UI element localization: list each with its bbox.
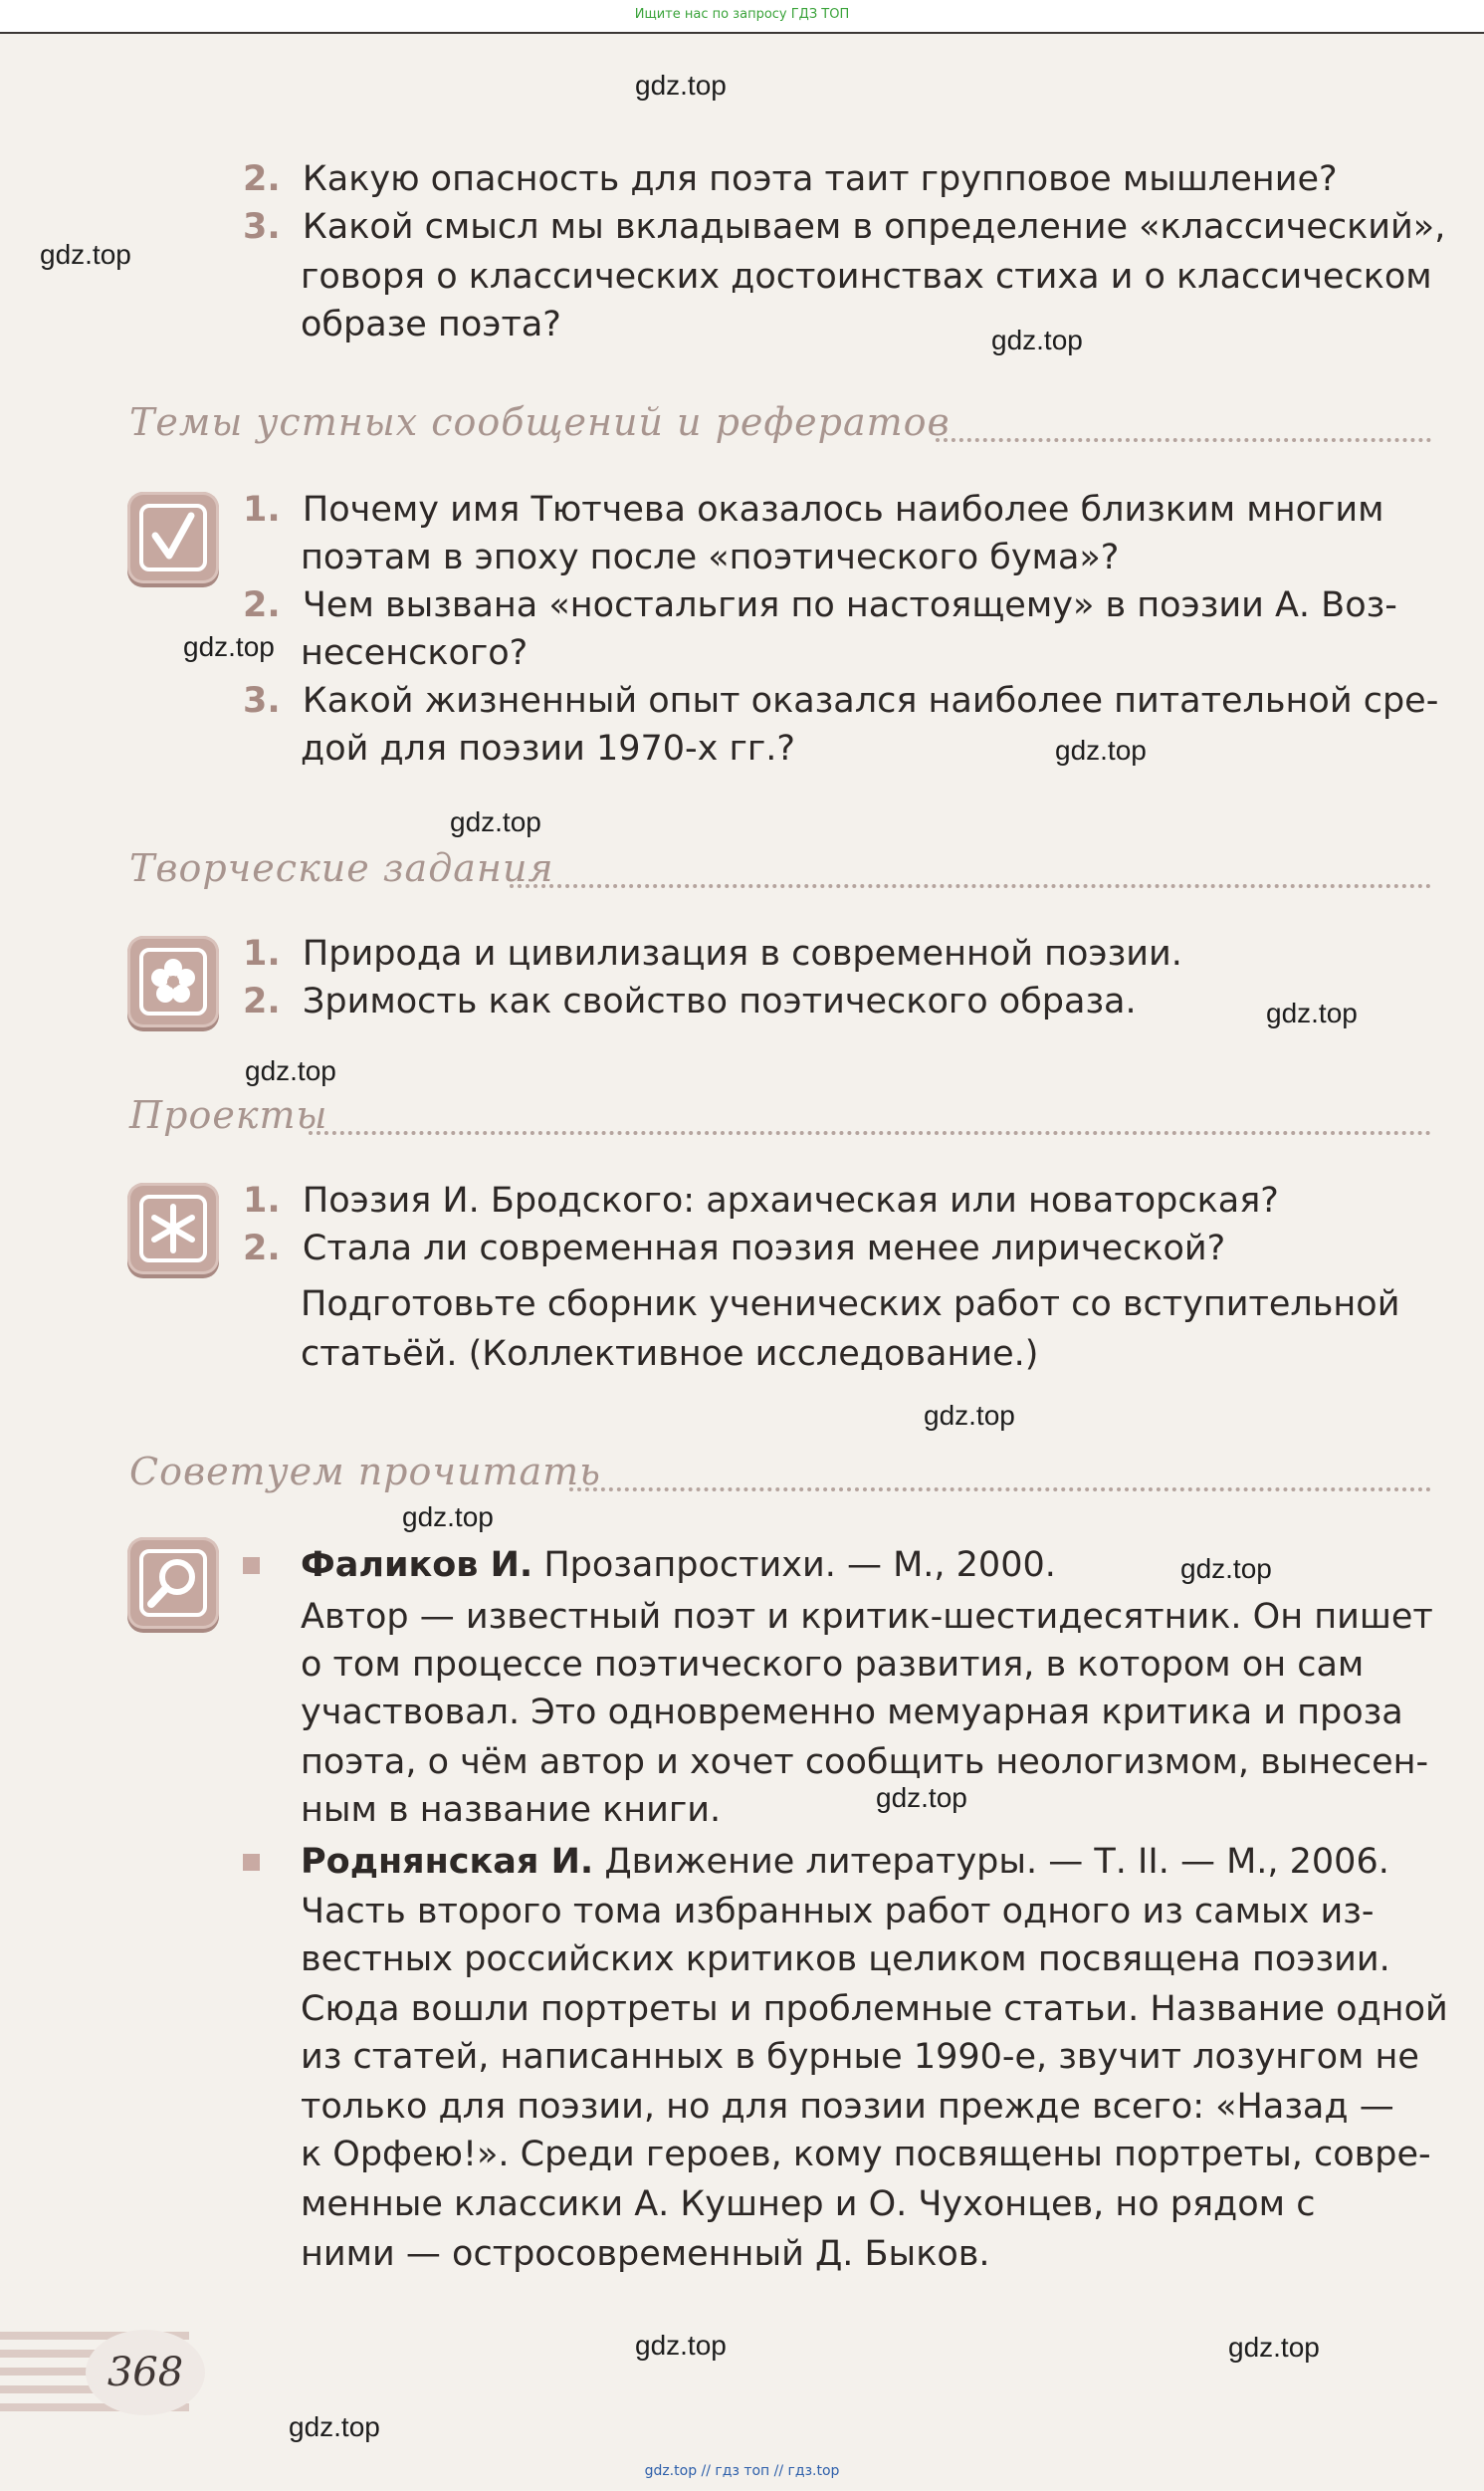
book-bullet [243,1854,260,1871]
book-description: ным в название книги. [301,1790,722,1830]
watermark: gdz.top [183,631,275,662]
topic-text: Какой жизненный опыт оказался наиболее питательной сре- [302,681,1439,721]
book-author: Роднянская И. [301,1842,594,1882]
topic-line [243,486,1384,534]
book-description: менные классики А. Кушнер и О. Чухонцев, но рядом с [301,2184,1316,2224]
heading-dots [936,438,1431,442]
heading-dots [510,884,1431,888]
topic-text: Чем вызвана «ностальгия по настоящему» в поэзии А. Воз- [302,585,1397,625]
topic-text: Почему имя Тютчева оказалось наиболее близким многим [302,490,1384,530]
topic-number: 3. [243,681,281,721]
book-description: о том процессе поэтического развития, в котором он сам [301,1645,1365,1685]
book-author: Фаликов И. [301,1545,533,1585]
watermark: gdz.top [402,1501,494,1532]
book-description: Автор — известный поэт и критик-шестидесятник. Он пишет [301,1597,1433,1637]
topic-number: 1. [243,490,281,530]
book-description: ними — остросовременный Д. Быков. [301,2234,990,2274]
question-line [243,203,1445,251]
book-description: только для поэзии, но для поэзии прежде всего: «Назад — [301,2087,1394,2127]
task-number: 2. [243,982,281,1021]
section-heading-projects: Проекты [129,1093,328,1137]
topic-line [243,581,1397,629]
book-heading [301,1541,1056,1589]
book-heading [301,1838,1389,1886]
watermark: gdz.top [245,1055,336,1086]
task-line [243,978,1137,1025]
book-description: Сюда вошли портреты и проблемные статьи. Название одной [301,1989,1448,2029]
project-text: статьёй. (Коллективное исследование.) [301,1334,1039,1374]
book-description: к Орфею!». Среди героев, кому посвящены портреты, совре- [301,2135,1431,2174]
top-notice: Ищите нас по запросу ГДЗ ТОП [0,0,1484,34]
project-line [243,1225,1225,1272]
project-number: 2. [243,1229,281,1268]
section-heading-reading: Советуем прочитать [129,1450,601,1493]
section-heading-creative: Творческие задания [129,846,554,890]
watermark: gdz.top [450,806,541,837]
page-number: 368 [86,2330,205,2415]
question-text: говоря о классических достоинствах стиха и о классическом [301,257,1432,297]
book-description: из статей, написанных в бурные 1990-е, звучит лозунгом не [301,2037,1419,2077]
task-number: 1. [243,934,281,974]
watermark: gdz.top [289,2411,380,2442]
book-bullet [243,1557,260,1574]
heading-dots [309,1131,1431,1135]
question-text: образе поэта? [301,305,561,344]
question-line [243,155,1338,203]
heading-dots [569,1487,1431,1491]
watermark: gdz.top [924,1400,1015,1431]
topic-text: поэтам в эпоху после «поэтического бума»? [301,538,1120,577]
book-description: участвовал. Это одновременно мемуарная критика и проза [301,1693,1403,1732]
topic-text: дой для поэзии 1970-х гг.? [301,729,795,769]
topic-text: несенского? [301,633,529,673]
watermark: gdz.top [1180,1553,1272,1584]
book-title: Движение литературы. — Т. II. — М., 2006. [604,1842,1389,1882]
watermark: gdz.top [1266,998,1358,1028]
top-divider [0,32,1484,34]
checkmark-icon [127,492,219,583]
question-text: Какой смысл мы вкладываем в определение «классический», [302,207,1446,247]
watermark: gdz.top [40,239,131,270]
magnifier-icon [127,1537,219,1629]
question-text: Какую опасность для поэта таит групповое мышление? [302,159,1338,199]
project-text: Поэзия И. Бродского: архаическая или новаторская? [302,1181,1279,1221]
watermark: gdz.top [1055,735,1147,766]
task-text: Природа и цивилизация в современной поэзии. [302,934,1182,974]
topic-number: 2. [243,585,281,625]
topic-line [243,677,1438,725]
watermark: gdz.top [1228,2332,1320,2363]
task-line [243,930,1182,978]
project-line [243,1177,1279,1225]
project-text: Подготовьте сборник ученических работ со вступительной [301,1284,1400,1324]
project-number: 1. [243,1181,281,1221]
watermark: gdz.top [635,2330,727,2361]
footer-links[interactable]: gdz.top // гдз топ // гдз.top [644,2463,840,2479]
book-description: Часть второго тома избранных работ одного из самых из- [301,1892,1375,1931]
watermark: gdz.top [991,325,1083,355]
project-text: Стала ли современная поэзия менее лирической? [302,1229,1226,1268]
question-number: 3. [243,207,281,247]
book-description: поэта, о чём автор и хочет сообщить неологизмом, вынесен- [301,1742,1429,1782]
watermark: gdz.top [876,1782,967,1813]
asterisk-icon [127,1183,219,1274]
question-number: 2. [243,159,281,199]
book-title: Прозапростихи. — М., 2000. [543,1545,1056,1585]
section-heading-topics: Темы устных сообщений и рефератов [129,400,951,444]
book-description: вестных российских критиков целиком посвящена поэзии. [301,1939,1390,1979]
watermark: gdz.top [635,70,727,101]
flower-icon [127,936,219,1027]
task-text: Зримость как свойство поэтического образа. [302,982,1137,1021]
